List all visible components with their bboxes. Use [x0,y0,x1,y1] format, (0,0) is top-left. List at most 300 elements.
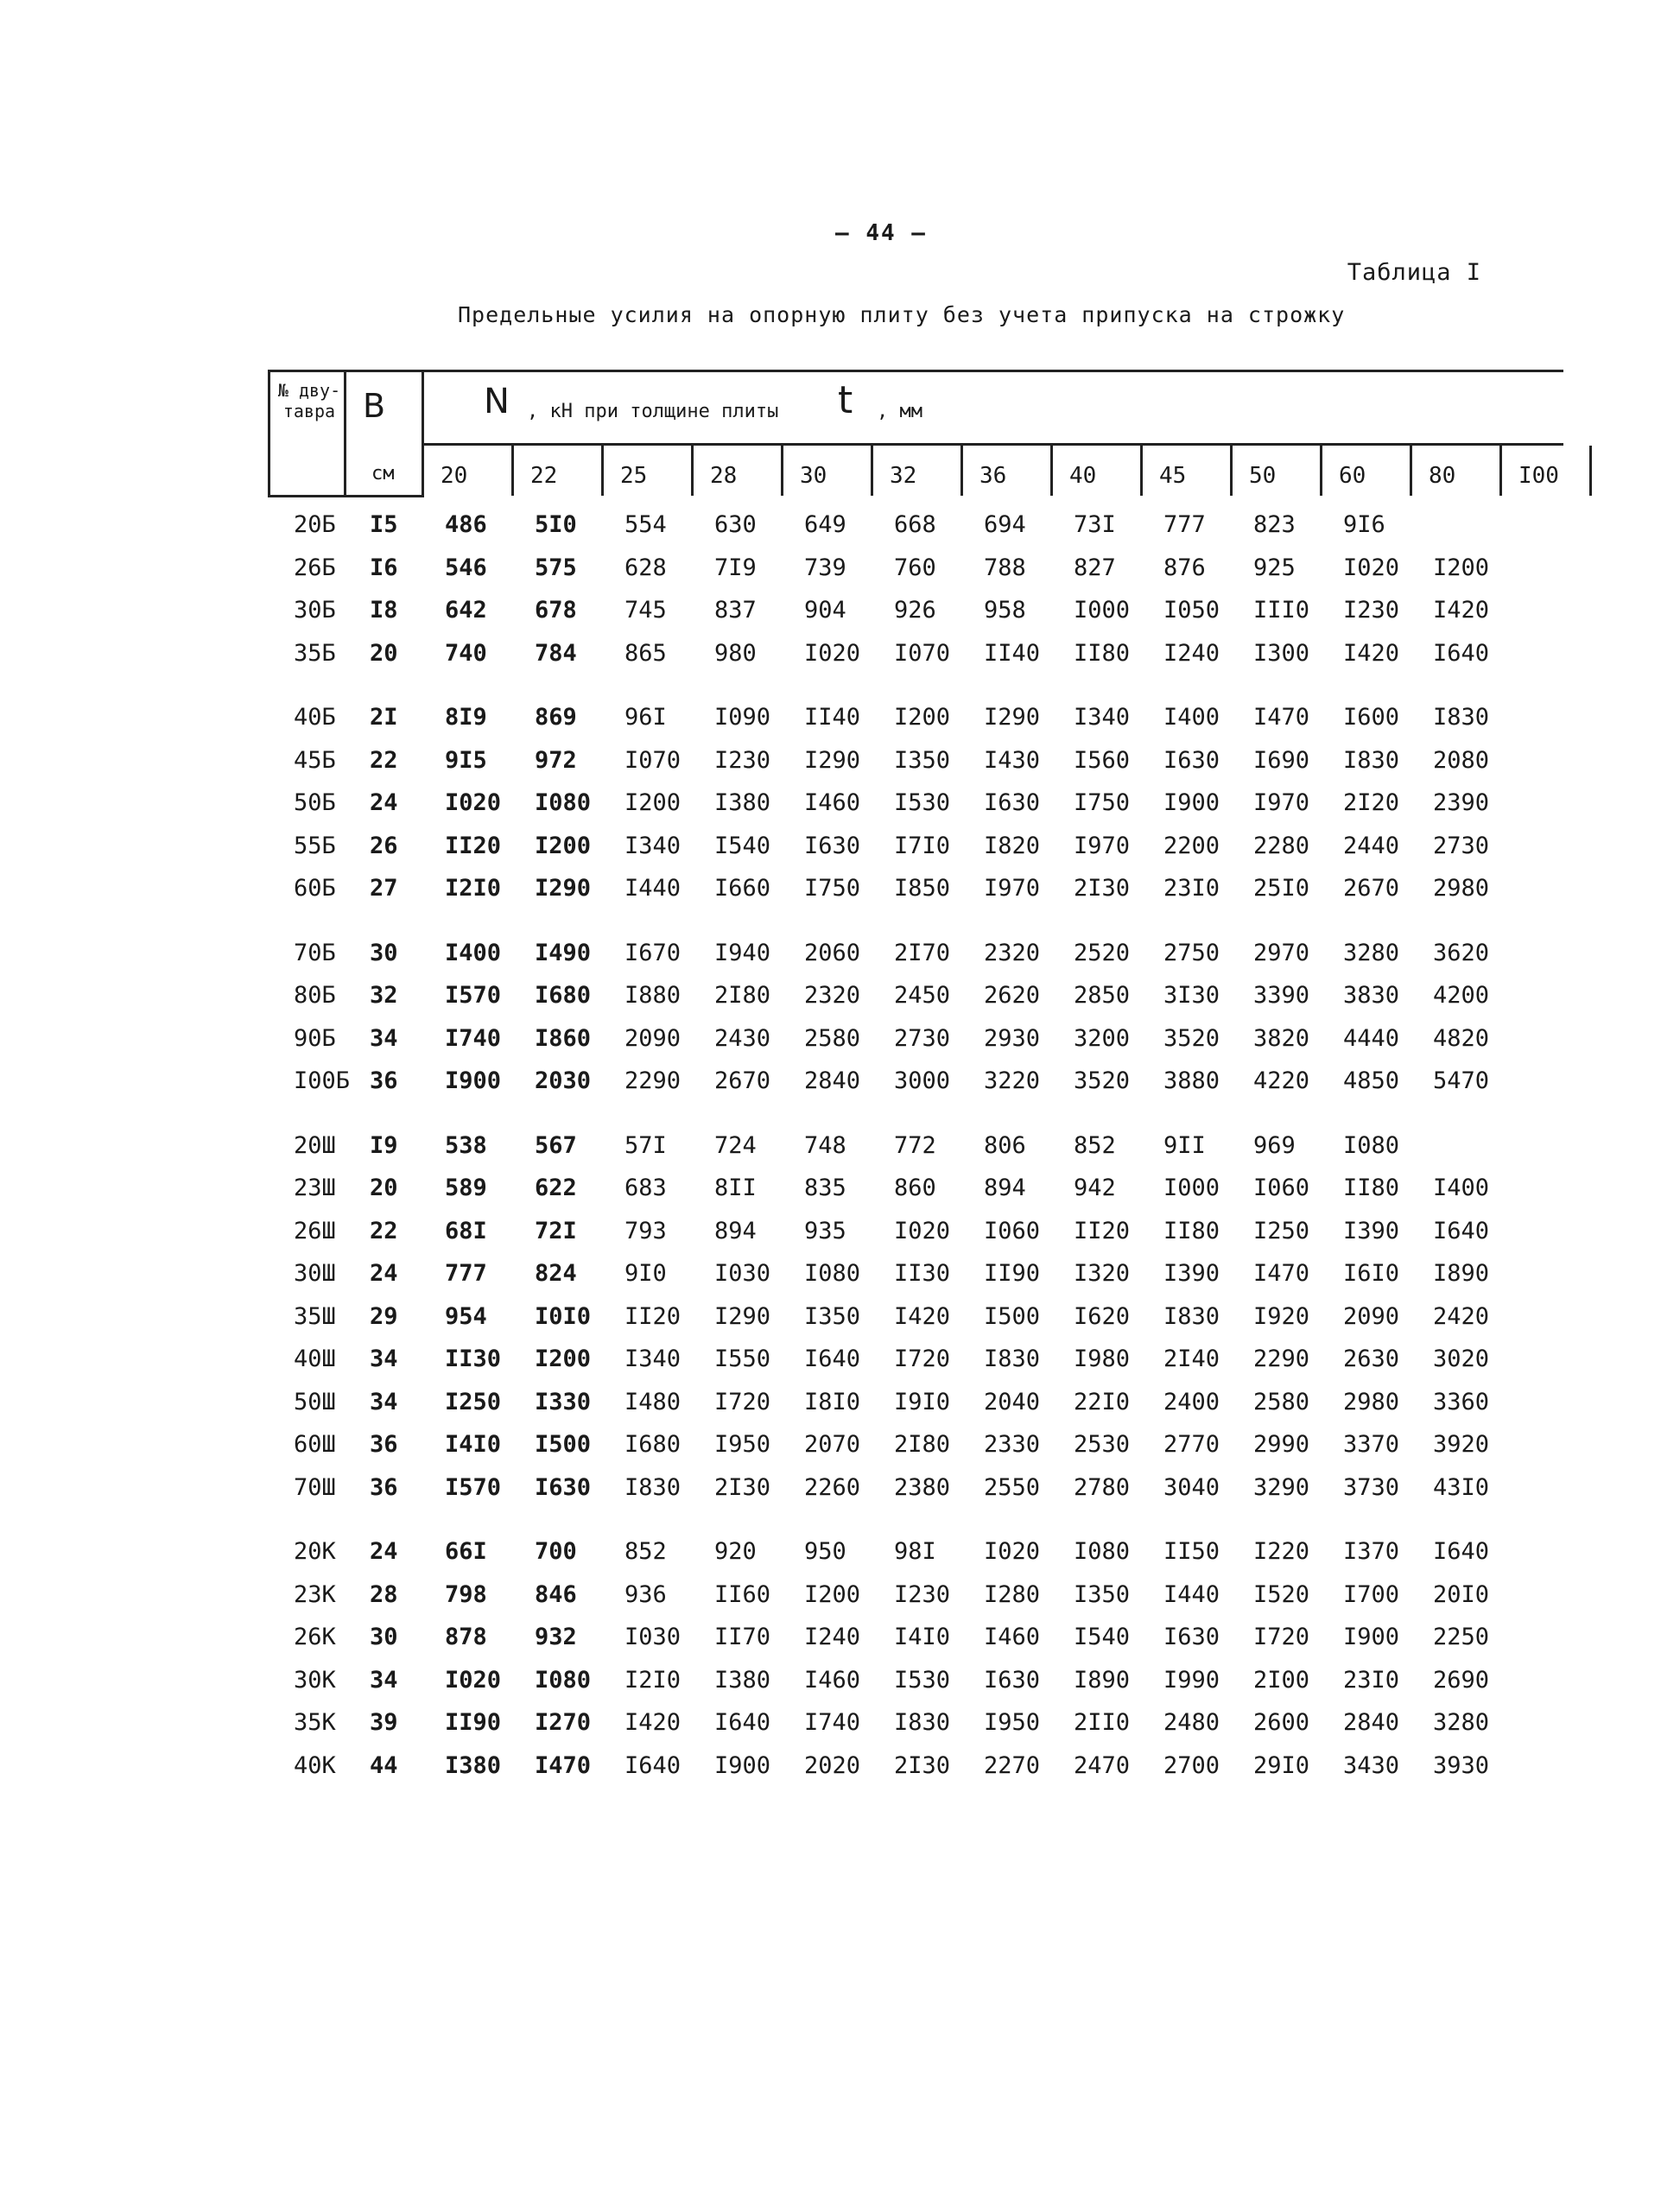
force-value: 3430 [1343,1751,1400,1779]
flange-width: I9 [370,1131,398,1159]
force-value: I630 [984,1666,1041,1694]
force-value: 2I30 [1074,875,1131,902]
force-value: 2470 [1074,1751,1131,1779]
beam-designation: 26К [294,1624,336,1650]
table-row [268,1300,1563,1343]
beam-designation: 23Ш [294,1175,336,1201]
force-value: II60 [714,1580,771,1608]
thickness-header-cell: 80 [1429,463,1456,489]
force-value: 3220 [984,1067,1041,1094]
force-value: 3730 [1343,1473,1400,1501]
force-value: 3620 [1433,939,1490,966]
flange-width: 22 [370,1217,398,1244]
force-value: I340 [624,1346,682,1372]
force-value: I860 [535,1024,592,1052]
force-value: 2330 [984,1431,1041,1458]
force-value: 2320 [804,982,861,1009]
beam-designation: 20К [294,1538,336,1565]
force-value: 3520 [1074,1067,1131,1094]
force-value: I240 [1163,639,1220,667]
force-value: I020 [804,639,861,667]
force-value: I890 [1433,1260,1490,1287]
force-value: 630 [714,511,757,538]
force-value: 2450 [894,982,951,1009]
flange-width: I5 [370,511,398,538]
force-value: I290 [984,704,1041,731]
force-value: I4I0 [894,1624,951,1650]
table-row [268,1385,1563,1428]
force-value: I270 [535,1709,592,1736]
flange-width: 24 [370,1260,398,1287]
force-value: 932 [535,1624,577,1650]
table-row [268,1214,1563,1257]
force-value: I420 [894,1302,951,1330]
force-value: I460 [804,1666,861,1694]
force-value: I420 [1343,639,1400,667]
force-value: I720 [1253,1624,1310,1650]
force-value: I630 [804,832,861,859]
force-value: 2600 [1253,1709,1310,1736]
table-row [268,744,1563,787]
force-value: 2780 [1074,1473,1131,1501]
force-value: 8II [714,1175,757,1201]
force-value: 4440 [1343,1024,1400,1052]
force-value: I200 [535,1346,592,1372]
table-row [268,1129,1563,1172]
force-value: 958 [984,597,1026,624]
force-value: I230 [714,746,771,774]
header-t-symbol: t [838,378,853,422]
force-value: 589 [445,1175,487,1201]
thickness-header-cell: 30 [800,463,827,489]
force-value: 2630 [1343,1346,1400,1372]
force-value: I200 [624,789,682,816]
force-value: II30 [894,1260,951,1287]
force-value: 538 [445,1131,487,1159]
force-value: I390 [1163,1260,1220,1287]
force-value: 777 [445,1260,487,1287]
table-row [268,1663,1563,1707]
force-value: I060 [1253,1175,1310,1201]
force-value: 20I0 [1433,1580,1490,1608]
force-value: I830 [1433,704,1490,731]
flange-width: 24 [370,1538,398,1565]
force-value: 2380 [894,1473,951,1501]
force-value: I620 [1074,1302,1131,1330]
force-value: I440 [1163,1580,1220,1608]
force-value: 2I80 [714,982,771,1009]
force-value: 740 [445,639,487,667]
force-value: 2690 [1433,1666,1490,1694]
flange-width: 26 [370,832,398,859]
force-value: 926 [894,597,936,624]
force-value: 846 [535,1580,577,1608]
force-value: 748 [804,1131,846,1159]
force-value: 2I20 [1343,789,1400,816]
thickness-header-cell: 22 [530,463,558,489]
force-value: I470 [535,1751,592,1779]
force-value: 628 [624,554,667,581]
table-row [268,700,1563,744]
force-value: I290 [714,1302,771,1330]
force-value: I640 [1433,1217,1490,1244]
force-value: 2290 [624,1067,682,1094]
force-value: I350 [1074,1580,1131,1608]
force-value: I540 [714,832,771,859]
force-value: I350 [894,746,951,774]
beam-designation: 26Ш [294,1217,336,1244]
force-value: 683 [624,1175,667,1201]
force-value: 777 [1163,511,1206,538]
force-value: 950 [804,1538,846,1565]
force-value: 788 [984,554,1026,581]
force-value: I220 [1253,1538,1310,1565]
beam-designation: 35Ш [294,1302,336,1330]
force-value: I230 [1343,597,1400,624]
page-number: – 44 – [835,220,927,246]
force-value: 2390 [1433,789,1490,816]
force-value: 3880 [1163,1067,1220,1094]
force-value: 739 [804,554,846,581]
force-value: I460 [984,1624,1041,1650]
force-value: I630 [1163,746,1220,774]
force-value: II20 [624,1302,682,1330]
force-value: 878 [445,1624,487,1650]
force-value: 3I30 [1163,982,1220,1009]
force-value: 760 [894,554,936,581]
header-b-unit: см [371,463,395,484]
force-value: 3000 [894,1067,951,1094]
force-value: I500 [984,1302,1041,1330]
table-row [268,1342,1563,1385]
force-value: I430 [984,746,1041,774]
force-value: I4I0 [445,1431,502,1458]
force-value: I400 [1433,1175,1490,1201]
beam-designation: 30Ш [294,1260,336,1287]
table-row [268,1428,1563,1471]
force-value: I080 [1343,1131,1400,1159]
force-value: II30 [445,1346,502,1372]
force-value: I080 [1074,1538,1131,1565]
force-value: 3280 [1433,1709,1490,1736]
flange-width: 34 [370,1388,398,1415]
force-value: 852 [1074,1131,1116,1159]
flange-width: 29 [370,1302,398,1330]
force-value: I500 [535,1431,592,1458]
force-value: I640 [1433,639,1490,667]
force-value: 2850 [1074,982,1131,1009]
force-value: I600 [1343,704,1400,731]
force-value: 2530 [1074,1431,1131,1458]
force-value: I740 [804,1709,861,1736]
flange-width: 32 [370,982,398,1009]
force-value: I560 [1074,746,1131,774]
force-value: I380 [445,1751,502,1779]
beam-designation: 26Б [294,554,336,581]
force-value: 567 [535,1131,577,1159]
force-value: 2030 [535,1067,592,1094]
force-value: I880 [624,982,682,1009]
force-value: 2090 [624,1024,682,1052]
force-value: 2430 [714,1024,771,1052]
force-value: I630 [535,1473,592,1501]
flange-width: 34 [370,1666,398,1694]
force-value: 2080 [1433,746,1490,774]
force-value: 2550 [984,1473,1041,1501]
thickness-header-cell: 36 [979,463,1007,489]
flange-width: 20 [370,1175,398,1201]
force-value: 772 [894,1131,936,1159]
flange-width: 34 [370,1346,398,1372]
force-value: I440 [624,875,682,902]
force-value: I030 [714,1260,771,1287]
force-value: I900 [1163,789,1220,816]
force-value: I0I0 [535,1302,592,1330]
force-value: 9I6 [1343,511,1385,538]
force-value: 3040 [1163,1473,1220,1501]
force-value: I2I0 [624,1666,682,1694]
force-value: II40 [984,639,1041,667]
force-value: I060 [984,1217,1041,1244]
force-value: 2320 [984,939,1041,966]
force-value: 2670 [1343,875,1400,902]
force-value: I680 [535,982,592,1009]
header-top-rule [268,370,1563,372]
force-value: I380 [714,1666,771,1694]
force-value: I640 [714,1709,771,1736]
force-value: I250 [445,1388,502,1415]
force-value: 2990 [1253,1431,1310,1458]
force-value: I000 [1074,597,1131,624]
force-value: 894 [984,1175,1026,1201]
beam-designation: 30К [294,1666,336,1694]
force-value: I830 [624,1473,682,1501]
force-value: 3820 [1253,1024,1310,1052]
force-value: I080 [804,1260,861,1287]
force-value: I070 [894,639,951,667]
force-value: I7I0 [894,832,951,859]
table-row [268,1535,1563,1578]
force-value: 4200 [1433,982,1490,1009]
force-value: I460 [804,789,861,816]
force-value: 9II [1163,1131,1206,1159]
force-value: 2260 [804,1473,861,1501]
force-value: I340 [624,832,682,859]
force-value: 2I40 [1163,1346,1220,1372]
flange-width: 22 [370,746,398,774]
beam-designation: 55Б [294,832,336,859]
table-row [268,593,1563,636]
force-value: 969 [1253,1131,1296,1159]
beam-designation: 20Ш [294,1131,336,1159]
force-value: I750 [1074,789,1131,816]
force-value: 2580 [804,1024,861,1052]
force-value: 2II0 [1074,1709,1131,1736]
force-value: II20 [445,832,502,859]
force-value: I400 [1163,704,1220,731]
table-row [268,1064,1563,1107]
force-value: I280 [984,1580,1041,1608]
force-value: 3520 [1163,1024,1220,1052]
force-value: I950 [714,1431,771,1458]
force-value: 2750 [1163,939,1220,966]
force-value: I750 [804,875,861,902]
force-value: I830 [984,1346,1041,1372]
beam-designation: 45Б [294,746,336,774]
force-value: 486 [445,511,487,538]
force-value: I530 [894,789,951,816]
force-value: I680 [624,1431,682,1458]
table-row [268,936,1563,979]
beam-designation: 80Б [294,982,336,1009]
table-row [268,786,1563,829]
force-value: 2I70 [894,939,951,966]
force-value: I9I0 [894,1388,951,1415]
force-value: 2480 [1163,1709,1220,1736]
flange-width: 24 [370,789,398,816]
beam-designation: 60Ш [294,1431,336,1458]
force-value: 8I9 [445,704,487,731]
force-value: 668 [894,511,936,538]
beam-designation: 23К [294,1580,336,1608]
force-value: 678 [535,597,577,624]
flange-width: 36 [370,1473,398,1501]
force-value: 824 [535,1260,577,1287]
force-value: 925 [1253,554,1296,581]
force-value: I690 [1253,746,1310,774]
beam-designation: 50Ш [294,1388,336,1415]
force-value: I320 [1074,1260,1131,1287]
force-value: I200 [535,832,592,859]
force-value: 2620 [984,982,1041,1009]
force-value: 554 [624,511,667,538]
force-value: 2I80 [894,1431,951,1458]
force-value: I090 [714,704,771,731]
force-value: I900 [445,1067,502,1094]
force-value: I200 [804,1580,861,1608]
force-value: II80 [1163,1217,1220,1244]
table-body [268,508,1563,1791]
force-value: 2I00 [1253,1666,1310,1694]
force-value: 700 [535,1538,577,1565]
force-value: 823 [1253,511,1296,538]
force-value: 642 [445,597,487,624]
force-value: 25I0 [1253,875,1310,902]
force-value: I420 [624,1709,682,1736]
force-value: 73I [1074,511,1116,538]
force-value: 798 [445,1580,487,1608]
force-value: 2400 [1163,1388,1220,1415]
force-value: 865 [624,639,667,667]
force-value: 2520 [1074,939,1131,966]
header-left-border [268,370,270,497]
force-value: I020 [1343,554,1400,581]
header-n-symbol: N [484,382,510,421]
beam-designation: 40Б [294,704,336,731]
force-value: 23I0 [1163,875,1220,902]
force-value: I200 [1433,554,1490,581]
force-value: I340 [1074,704,1131,731]
force-value: 4220 [1253,1067,1310,1094]
force-value: 852 [624,1538,667,1565]
force-value: I400 [445,939,502,966]
force-value: I350 [804,1302,861,1330]
header-t-unit: , мм [877,401,922,422]
force-value: I890 [1074,1666,1131,1694]
table-row [268,871,1563,915]
force-value: I630 [984,789,1041,816]
force-value: I640 [804,1346,861,1372]
force-value: I830 [894,1709,951,1736]
force-value: 57I [624,1131,667,1159]
force-value: I740 [445,1024,502,1052]
force-value: 2980 [1433,875,1490,902]
force-value: 2840 [804,1067,861,1094]
force-value: 2200 [1163,832,1220,859]
force-value: I920 [1253,1302,1310,1330]
force-value: II80 [1074,639,1131,667]
header-n-text: , кН при толщине плиты [527,401,779,422]
force-value: I970 [984,875,1041,902]
force-value: I080 [535,1666,592,1694]
force-value: 2I30 [714,1473,771,1501]
force-value: I490 [535,939,592,966]
flange-width: I8 [370,597,398,624]
table-row [268,551,1563,594]
thickness-header-cell: 20 [441,463,468,489]
header-beam-number: № дву-тавра [277,380,341,421]
force-value: 2580 [1253,1388,1310,1415]
force-value: I720 [894,1346,951,1372]
force-value: 96I [624,704,667,731]
force-value: 2670 [714,1067,771,1094]
force-value: 745 [624,597,667,624]
force-value: I020 [445,789,502,816]
force-value: I640 [1433,1538,1490,1565]
force-value: 3390 [1253,982,1310,1009]
beam-designation: 50Б [294,789,336,816]
flange-width: 20 [370,639,398,667]
beam-designation: 40Ш [294,1346,336,1372]
force-value: 29I0 [1253,1751,1310,1779]
force-value: 980 [714,639,757,667]
table-header [268,370,1563,499]
beam-designation: 70Б [294,939,336,966]
flange-width: 34 [370,1024,398,1052]
force-value: I970 [1074,832,1131,859]
force-value: I2I0 [445,875,502,902]
force-value: 3200 [1074,1024,1131,1052]
force-value: I300 [1253,639,1310,667]
force-value: I250 [1253,1217,1310,1244]
force-value: II40 [804,704,861,731]
table-row [268,1620,1563,1663]
force-value: 575 [535,554,577,581]
force-value: I720 [714,1388,771,1415]
force-value: I390 [1343,1217,1400,1244]
force-value: I940 [714,939,771,966]
force-value: 784 [535,639,577,667]
force-value: 2I30 [894,1751,951,1779]
force-value: 2270 [984,1751,1041,1779]
force-value: I570 [445,982,502,1009]
force-value: I550 [714,1346,771,1372]
force-value: I530 [894,1666,951,1694]
flange-width: 36 [370,1431,398,1458]
force-value: 2970 [1253,939,1310,966]
force-value: 2090 [1343,1302,1400,1330]
force-value: I660 [714,875,771,902]
